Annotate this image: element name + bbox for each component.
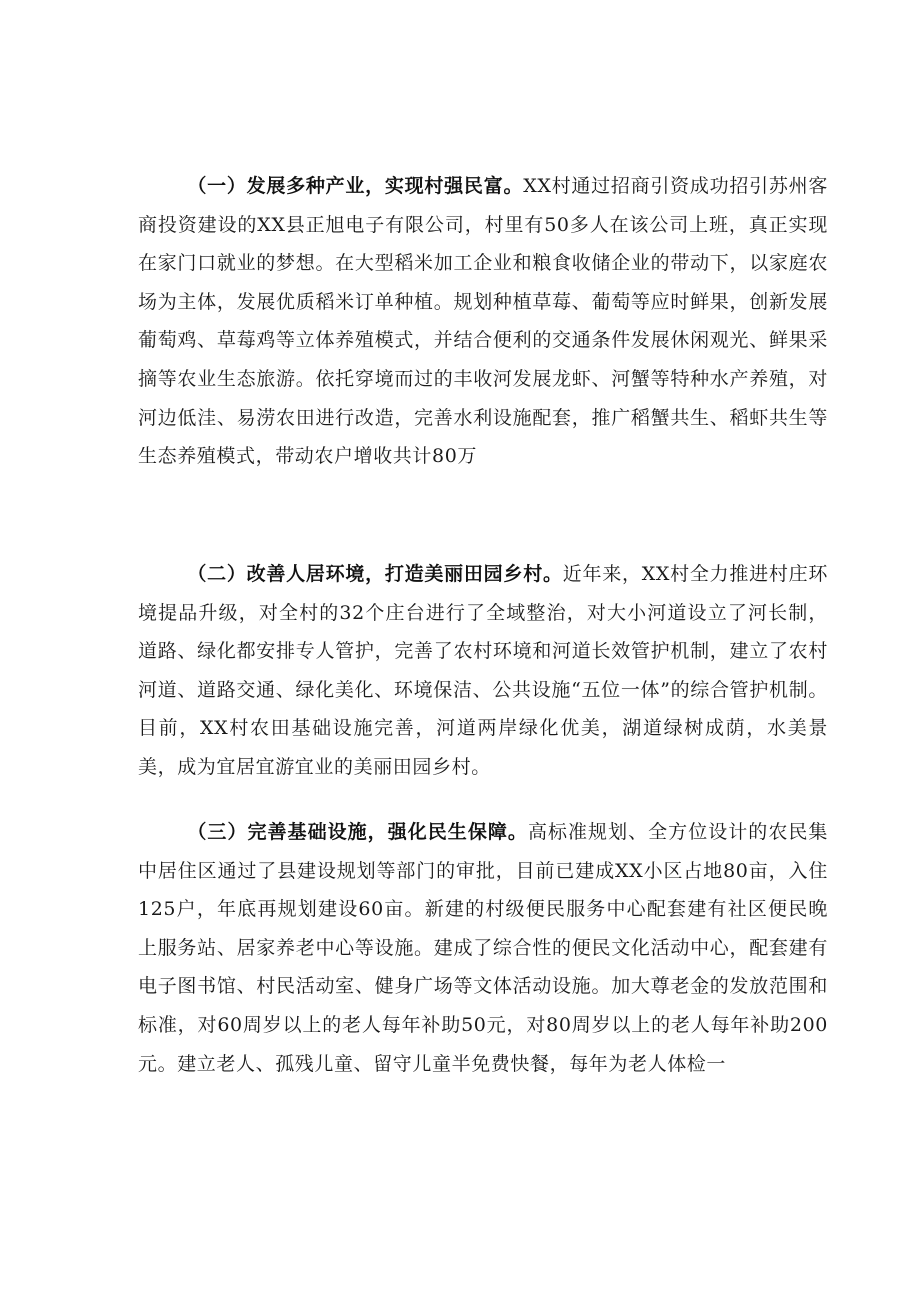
paragraph-industry [138, 167, 828, 476]
paragraph-body: XX村通过招商引资成功招引苏州客商投资建设的XX县正旭电子有限公司，村里有50多人在该公司上班，真正实现在家门口就业的梦想。在大型稻米加工企业和粮食收储企业的带动下，以家庭农场为主体，发展优质稻米订单种植。规划种植草莓、葡萄等应时鲜果，创新发展葡萄鸡、草莓鸡等立体养殖模式，并结合便利的交通条件发展休闲观光、鲜果采摘等农业生态旅游。依托穿境而过的丰收河发展龙虾、河蟹等特种水产养殖，对河边低洼、易涝农田进行改造，完善水利设施配套，推广稻蟹共生、稻虾共生等生态养殖模式，带动农户增收共计80万 [138, 175, 829, 468]
paragraph-heading: （一）发展多种产业，实现村强民富。 [187, 175, 524, 197]
paragraph-infrastructure [138, 813, 828, 1083]
paragraph-environment [138, 555, 828, 787]
paragraph-body: 高标准规划、全方位设计的农民集中居住区通过了县建设规划等部门的审批，目前已建成XX小区占地80亩，入住125户，年底再规划建设60亩。新建的村级便民服务中心配套建有社区便民晚上服务站、居家养老中心等设施。建成了综合性的便民文化活动中心，配套建有电子图书馆、村民活动室、健身广场等文体活动设施。加大尊老金的发放范围和标准，对60周岁以上的老人每年补助50元，对80周岁以上的老人每年补助200元。建立老人、孤残儿童、留守儿童半免费快餐，每年为老人体检一 [138, 821, 828, 1075]
paragraph-heading: （三）完善基础设施，强化民生保障。 [187, 821, 528, 843]
paragraph-heading: （二）改善人居环境，打造美丽田园乡村。 [187, 563, 563, 585]
paragraph-body: 近年来，XX村全力推进村庄环境提品升级，对全村的32个庄台进行了全域整治，对大小河道设立了河长制，道路、绿化都安排专人管护，完善了农村环境和河道长效管护机制，建立了农村河道、道路交通、绿化美化、环境保洁、公共设施“五位一体”的综合管护机制。目前，XX村农田基础设施完善，河道两岸绿化优美，湖道绿树成荫，水美景美，成为宜居宜游宜业的美丽田园乡村。 [138, 563, 828, 778]
